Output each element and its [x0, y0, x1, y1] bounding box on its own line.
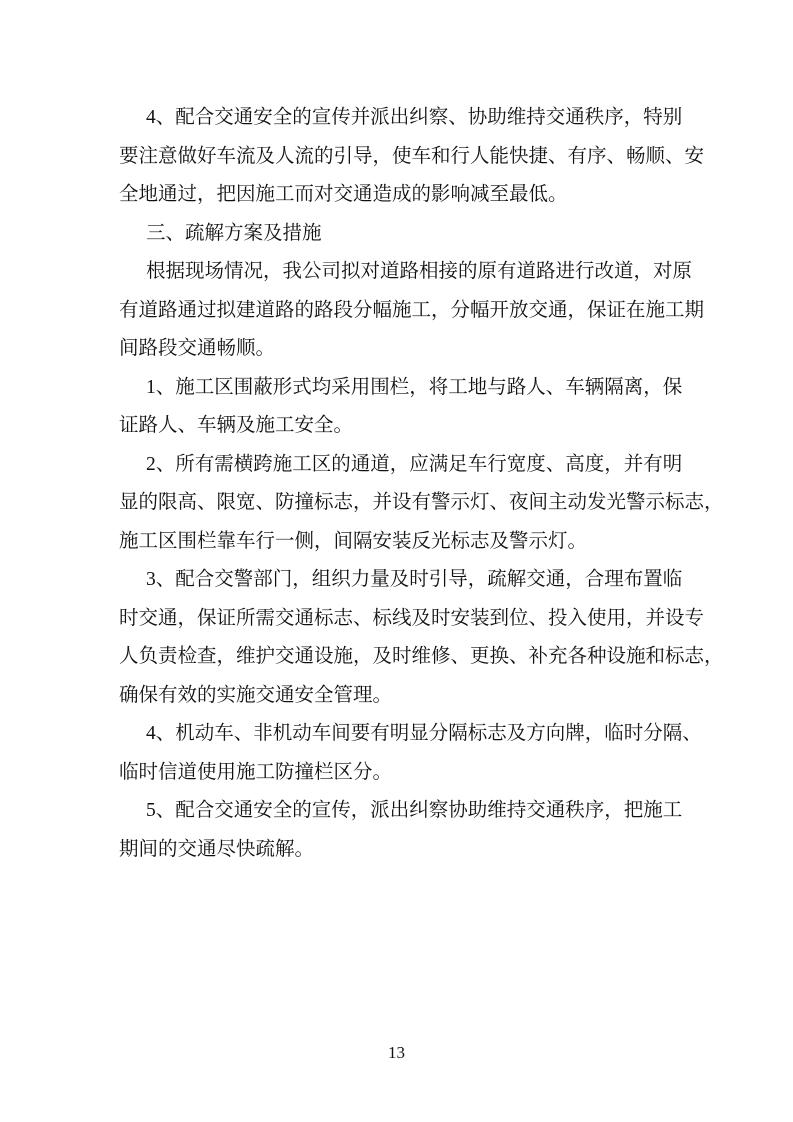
text-line: 全地通过，把因施工而对交通造成的影响减至最低。 [119, 184, 568, 205]
text-line: 期间的交通尽快疏解。 [119, 838, 315, 860]
document-body [119, 103, 724, 873]
text-line: 1、施工区围蔽形式均采用围栏，将工地与路人、车辆隔离，保 [146, 376, 683, 398]
text-line: 证路人、车辆及施工安全。 [119, 415, 354, 436]
page-number: 13 [388, 1043, 405, 1062]
paragraph [119, 103, 705, 219]
paragraph [119, 565, 724, 719]
text-line: 时交通，保证所需交通标志、标线及时安装到位、投入使用，并设专 [119, 607, 705, 629]
text-line: 间路段交通畅顺。 [119, 338, 276, 359]
text-line: 施工区围栏靠车行一侧，间隔安装反光标志及警示灯。 [119, 530, 588, 552]
text-line: 根据现场情况，我公司拟对道路相接的原有道路进行改道，对原 [146, 261, 693, 282]
text-line: 4、机动车、非机动车间要有明显分隔标志及方向牌，临时分隔、 [146, 723, 702, 744]
paragraph [119, 373, 683, 450]
text-line: 临时信道使用施工防撞栏区分。 [119, 761, 393, 783]
text-line: 人负责检查，维护交通设施，及时维修、更换、补充各种设施和标志， [119, 646, 724, 667]
paragraph [119, 257, 705, 373]
text-line: 显的限高、限宽、防撞标志，并设有警示灯、夜间主动发光警示标志， [119, 492, 724, 513]
text-line: 确保有效的实施交通安全管理。 [119, 684, 393, 706]
paragraph [119, 796, 683, 873]
text-line: 3、配合交警部门，组织力量及时引导，疏解交通，合理布置临 [146, 569, 683, 590]
text-line: 4、配合交通安全的宣传并派出纠察、协助维持交通秩序，特别 [146, 107, 683, 128]
text-line: 有道路通过拟建道路的路段分幅施工，分幅开放交通，保证在施工期 [119, 299, 705, 321]
paragraph [119, 719, 702, 796]
paragraph [119, 219, 676, 258]
paragraph [119, 450, 724, 566]
text-line: 要注意做好车流及人流的引导，使车和行人能快捷、有序、畅顺、安 [119, 145, 705, 167]
text-line: 2、所有需横跨施工区的通道，应满足车行宽度、高度，并有明 [146, 453, 683, 475]
text-line: 5、配合交通安全的宣传，派出纠察协助维持交通秩序，把施工 [146, 800, 683, 821]
text-line: 三、疏解方案及措施 [146, 222, 322, 244]
